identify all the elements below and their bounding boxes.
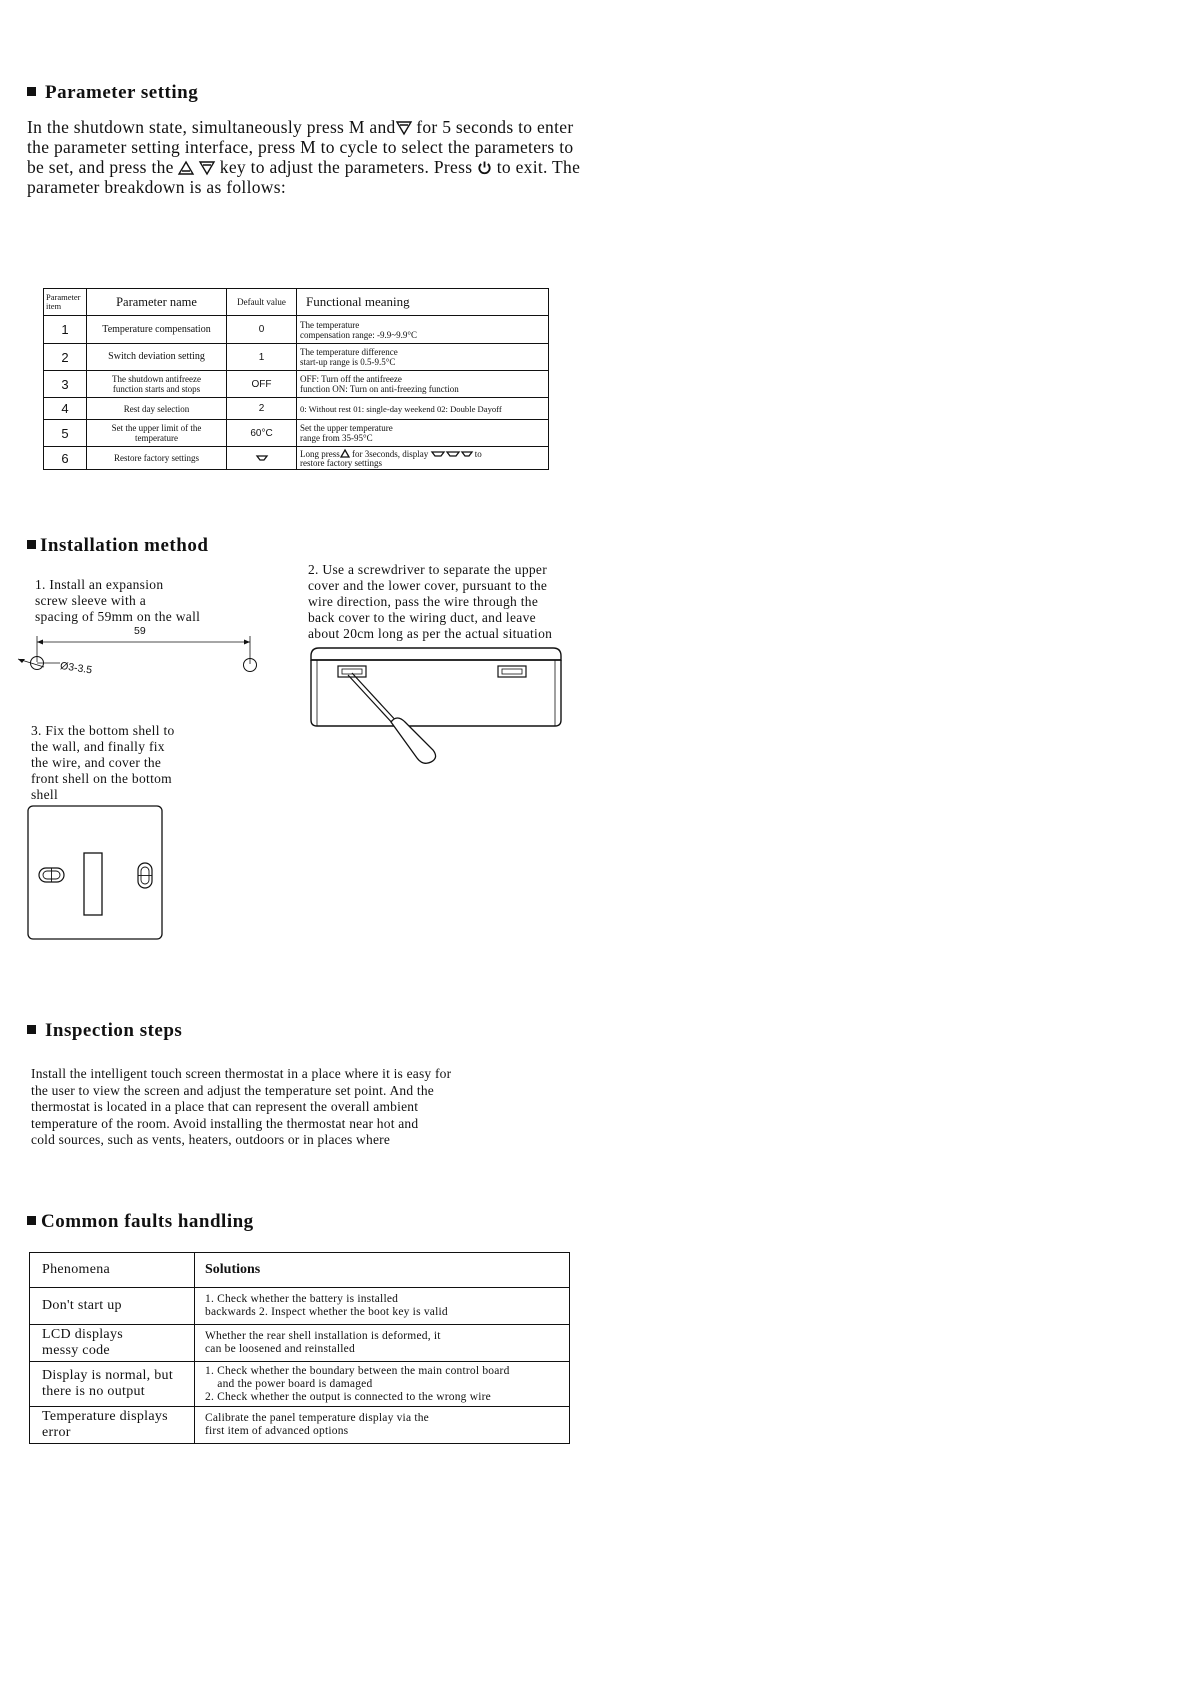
row-solutions: Whether the rear shell installation is deformed, it can be loosened and reinstalled [195,1325,570,1362]
row-phenomena: Temperature displays error [30,1407,195,1444]
install-step-2: 2. Use a screwdriver to separate the upper cover and the lower cover, pursuant to the wire direction, pass the wire through the back cover to the wiring duct, and leave about 20cm long as per the actual situation [308,562,553,641]
row-item: 3 [44,371,87,398]
row-meaning: The temperature difference start-up range is 0.5-9.5°C [297,344,549,371]
row-default: 0 [227,316,297,344]
bullet-square-icon [27,1025,36,1034]
row-default [227,447,297,470]
bullet-square-icon [27,540,36,549]
table-header-row [44,289,549,316]
row-meaning: Set the upper temperature range from 35-95°C [297,420,549,447]
parameter-setting-intro: In the shutdown state, simultaneously press M and for 5 seconds to enter the parameter setting interface, press M to cycle to select the parameters to be set, and press the key to adjust the parameters. Press to exit. The parameter breakdown is as follows: [27,117,581,197]
row-solutions: 1. Check whether the battery is installed backwards 2. Inspect whether the boot key is valid [195,1288,570,1325]
install-step-3: 3. Fix the bottom shell to the wall, and finally fix the wire, and cover the front shell on the bottom shell [31,723,175,802]
table-row [44,398,549,420]
row-item: 6 [44,447,87,470]
parameter-setting-heading: Parameter setting [27,82,198,104]
cover-separation-diagram [305,642,575,767]
row-solutions: Calibrate the panel temperature display via the first item of advanced options [195,1407,570,1444]
installation-heading: Installation method [27,535,208,557]
row-item: 5 [44,420,87,447]
table-row [30,1362,570,1407]
row-item: 2 [44,344,87,371]
row-default: OFF [227,371,297,398]
row-name: The shutdown antifreeze function starts and stops [87,371,227,398]
header-solutions: Solutions [195,1253,570,1288]
up-triangle-icon [178,161,194,175]
parameter-table [43,288,549,470]
table-header-row [30,1253,570,1288]
row-solutions: 1. Check whether the boundary between the main control board and the power board is damaged 2. Check whether the output is connected to the wrong wire [195,1362,570,1407]
inspection-text: Install the intelligent touch screen thermostat in a place where it is easy for the user to view the screen and adjust the temperature set point. And the thermostat is located in a place that can represent the overall ambient temperature of the room. Avoid installing the thermostat near hot and cold sources, such as vents, heaters, outdoors or in places where [31,1066,452,1147]
row-default: 60°C [227,420,297,447]
header-meaning: Functional meaning [297,289,549,316]
header-default: Default value [227,289,297,316]
table-row [44,316,549,344]
down-triangle-icon [396,121,412,135]
faults-table [29,1252,570,1444]
install-step-1: 1. Install an expansion screw sleeve with a spacing of 59mm on the wall [35,577,201,624]
row-default: 1 [227,344,297,371]
table-row [30,1407,570,1444]
row-name: Restore factory settings [87,447,227,470]
table-row [44,447,549,470]
power-icon [477,160,492,175]
table-row [30,1325,570,1362]
table-row [30,1288,570,1325]
header-item: Parameter item [44,289,87,316]
row-phenomena: LCD displays messy code [30,1325,195,1362]
header-phenomena: Phenomena [30,1253,195,1288]
segment-display-icon [431,451,473,457]
dimension-label: 59 [134,625,146,637]
table-row [44,420,549,447]
faults-heading: Common faults handling [27,1211,254,1233]
row-meaning: Long press for 3seconds, display to restore factory settings [297,447,549,470]
inspection-heading: Inspection steps [27,1020,182,1042]
row-item: 1 [44,316,87,344]
row-name: Switch deviation setting [87,344,227,371]
row-item: 4 [44,398,87,420]
row-meaning: OFF: Turn off the antifreeze function ON: Turn on anti-freezing function [297,371,549,398]
bottom-shell-diagram [27,805,167,940]
row-phenomena: Don't start up [30,1288,195,1325]
row-name: Set the upper limit of the temperature [87,420,227,447]
table-row [44,344,549,371]
header-name: Parameter name [87,289,227,316]
bullet-square-icon [27,87,36,96]
row-default: 2 [227,398,297,420]
bullet-square-icon [27,1216,36,1225]
hole-diameter-label: Ø3-3.5 [59,660,93,677]
table-row [44,371,549,398]
row-name: Temperature compensation [87,316,227,344]
row-phenomena: Display is normal, but there is no output [30,1362,195,1407]
up-triangle-icon [340,449,350,458]
segment-display-icon [256,455,268,461]
row-meaning: 0: Without rest 01: single-day weekend 02: Double Dayoff [297,398,549,420]
down-triangle-icon [199,161,215,175]
row-name: Rest day selection [87,398,227,420]
row-meaning: The temperature compensation range: -9.9~9.9°C [297,316,549,344]
